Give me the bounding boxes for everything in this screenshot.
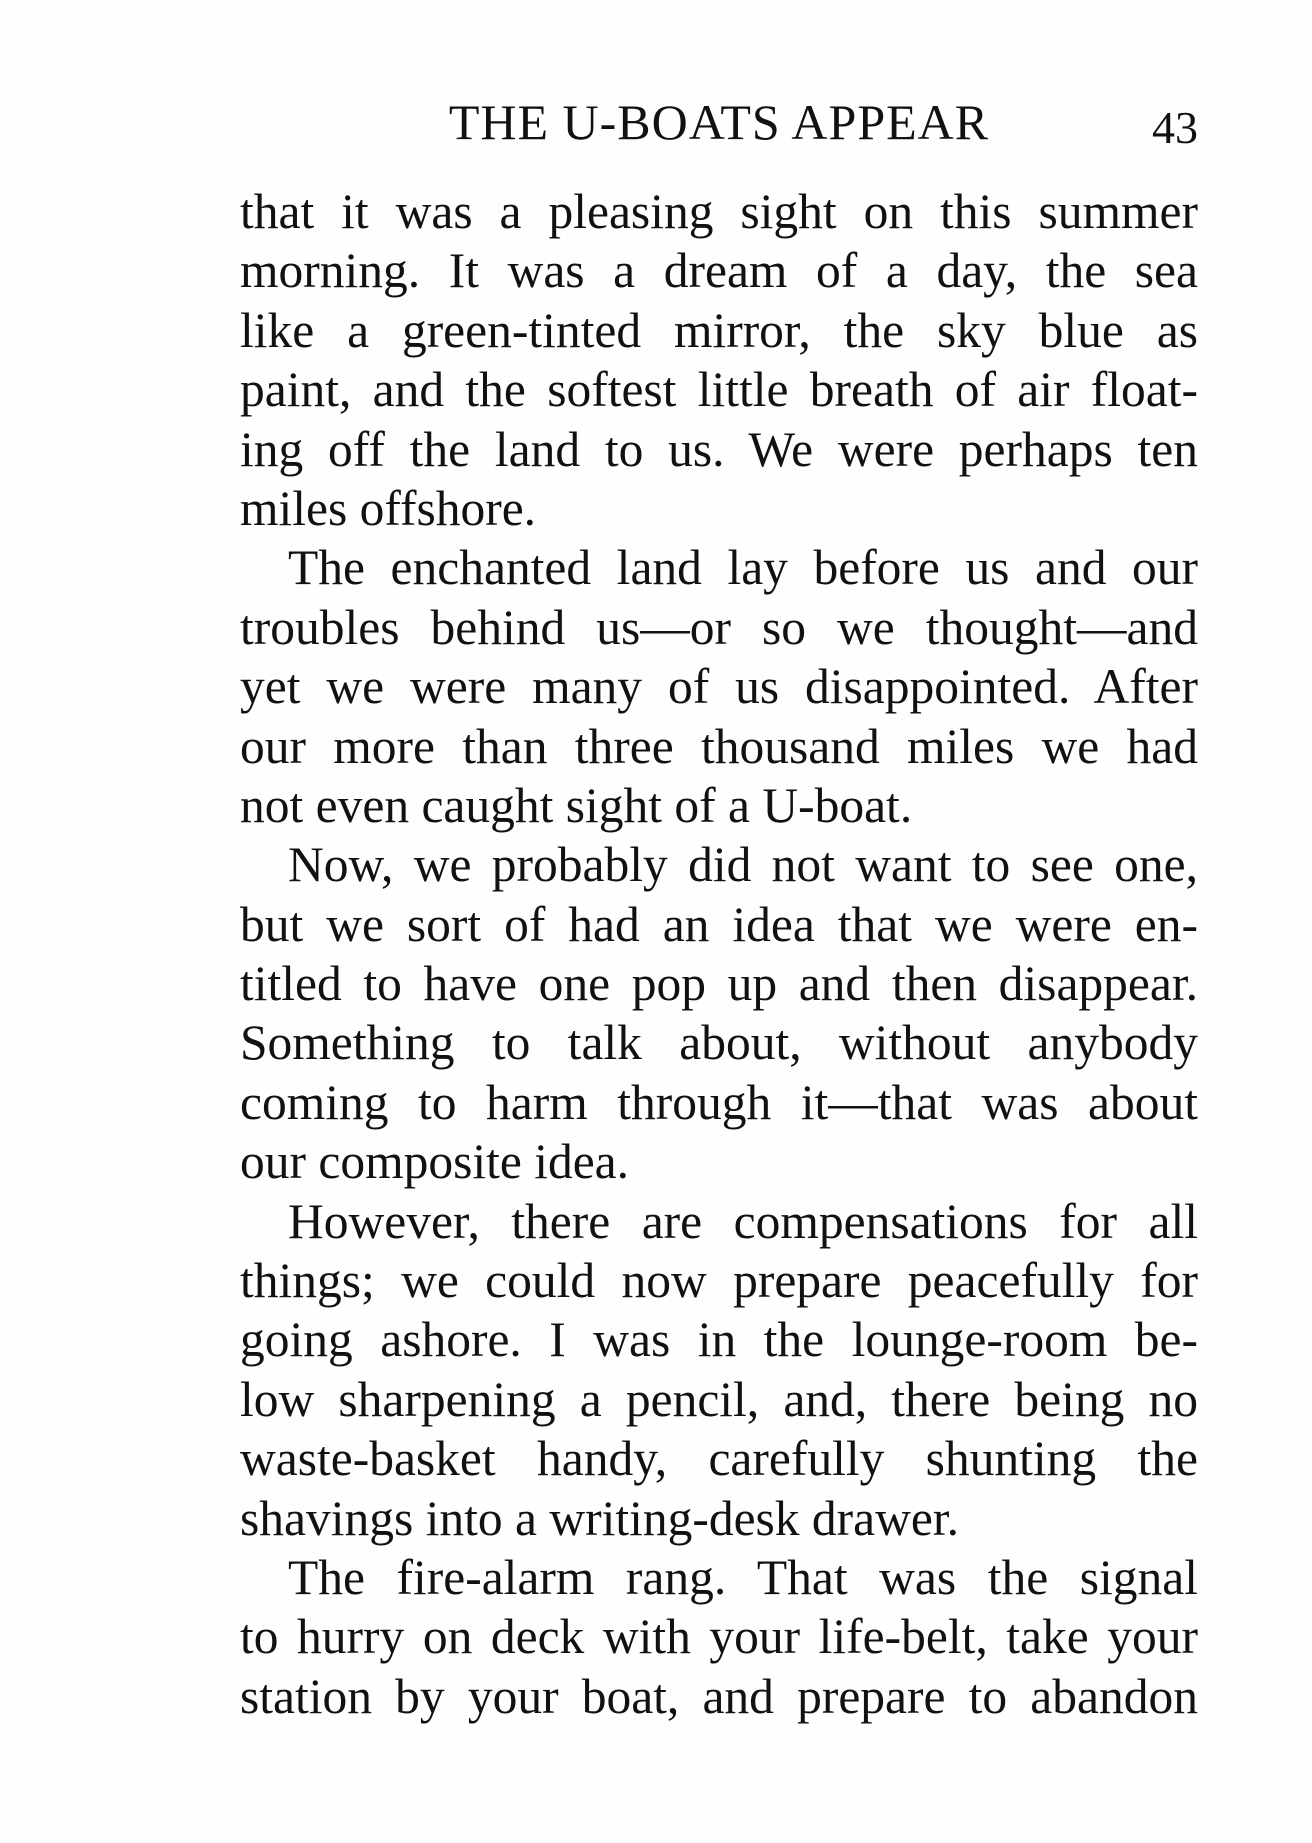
text-line: that it was a pleasing sight on this summer <box>240 184 1198 239</box>
text-line: However, there are compensations for all <box>288 1193 1198 1249</box>
text-line: Something to talk about, without anybody <box>240 1015 1198 1071</box>
text-line: coming to harm through it—that was about <box>240 1074 1198 1130</box>
text-line: shavings into a writing-desk drawer. <box>240 1490 959 1546</box>
text-line: morning. It was a dream of a day, the sea <box>240 243 1198 299</box>
text-line: The fire-alarm rang. That was the signal <box>288 1549 1198 1605</box>
text-line: troubles behind us—or so we thought—and <box>240 599 1198 655</box>
paragraph <box>240 182 1198 538</box>
text-line: titled to have one pop up and then disappear. <box>240 956 1198 1012</box>
text-line: miles offshore. <box>240 480 537 536</box>
running-head <box>240 92 1198 152</box>
text-line: not even caught sight of a U-boat. <box>240 777 913 833</box>
text-line: but we sort of had an idea that we were en- <box>240 896 1198 952</box>
text-line: going ashore. I was in the lounge-room be- <box>240 1312 1198 1368</box>
text-line: things; we could now prepare peacefully for <box>240 1253 1198 1309</box>
paragraph <box>240 538 1198 835</box>
text-line: waste-basket handy, carefully shunting the <box>240 1431 1198 1487</box>
text-line: ing off the land to us. We were perhaps ten <box>240 421 1198 477</box>
body-text <box>240 182 1198 1726</box>
text-line: The enchanted land lay before us and our <box>288 540 1198 596</box>
running-title: THE U-BOATS APPEAR <box>448 94 990 150</box>
text-line: our composite idea. <box>240 1134 630 1190</box>
text-line: paint, and the softest little breath of air float- <box>240 362 1198 418</box>
text-line: low sharpening a pencil, and, there being no <box>240 1371 1198 1427</box>
paragraph <box>240 1548 1198 1726</box>
text-line: Now, we probably did not want to see one, <box>288 837 1198 893</box>
text-line: station by your boat, and prepare to abandon <box>240 1668 1198 1724</box>
text-line: yet we were many of us disappointed. After <box>240 659 1198 715</box>
page-number: 43 <box>1152 102 1198 153</box>
text-line: like a green-tinted mirror, the sky blue as <box>240 302 1198 358</box>
text-line: our more than three thousand miles we had <box>240 718 1198 774</box>
paragraph <box>240 1192 1198 1548</box>
text-line: to hurry on deck with your life-belt, take your <box>240 1609 1198 1665</box>
paragraph <box>240 835 1198 1191</box>
